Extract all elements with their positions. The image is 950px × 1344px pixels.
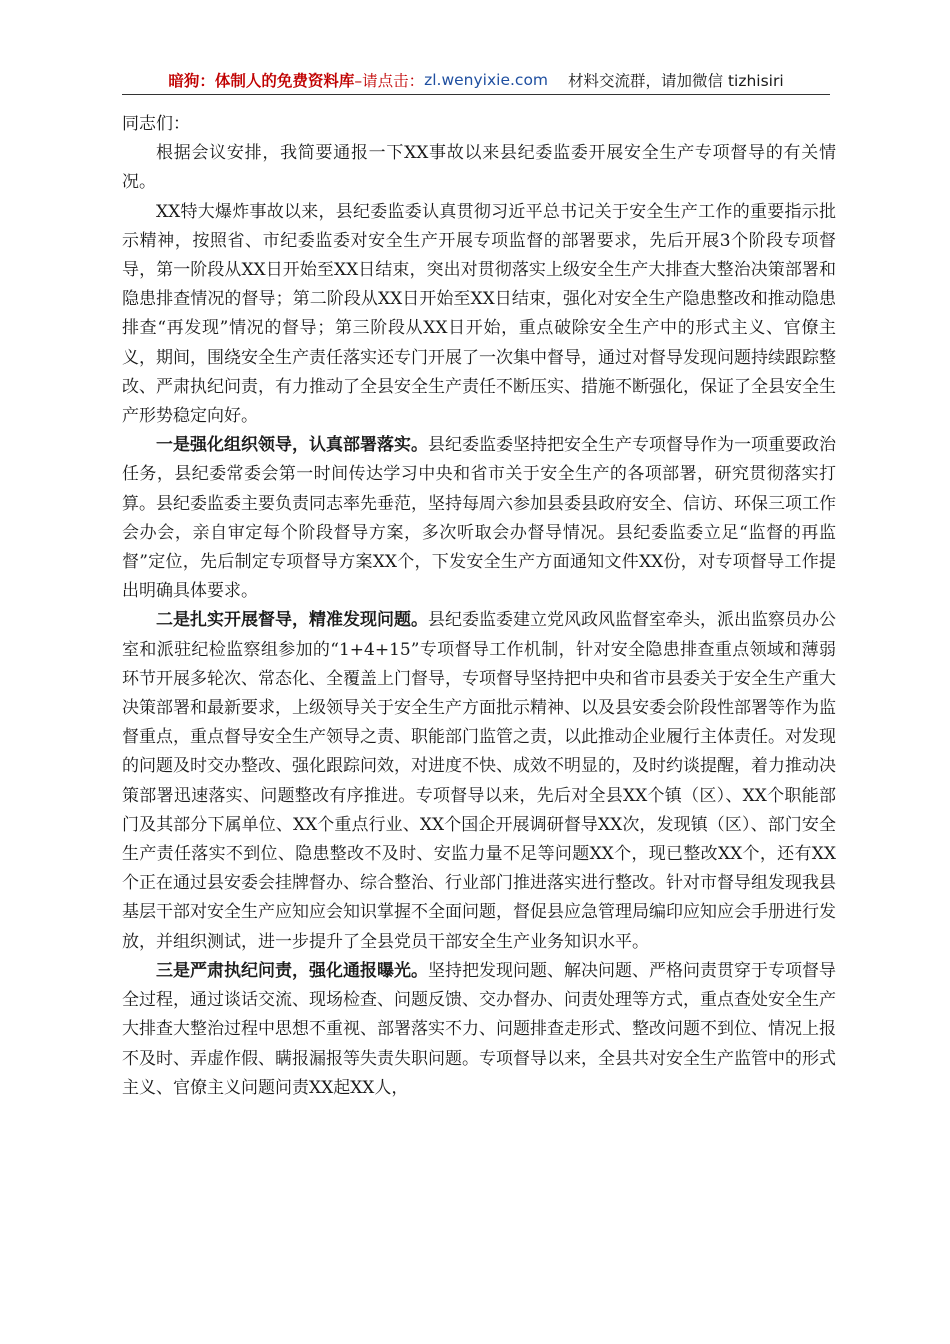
page-header [122,66,830,95]
header-brand: 暗狗：体制人的免费资料库 [168,72,355,90]
background-paragraph: XX特大爆炸事故以来，县纪委监委认真贯彻习近平总书记关于安全生产工作的重要指示批示精神，按照省、市纪委监委对安全生产开展专项监督的部署要求，先后开展3个阶段专项督导，第一阶段从XX日开始至XX日结束，突出对贯彻落实上级安全生产大排查大整治决策部署和隐患排查情况的督导；第二阶段从XX日开始至XX日结束，强化对安全生产隐患整改和推动隐患排查“再发现”情况的督导；第三阶段从XX日开始，重点破除安全生产中的形式主义、官僚主义，期间，围绕安全生产责任落实还专门开展了一次集中督导，通过对督导发现问题持续跟踪整改、严肃执纪问责，有力推动了全县安全生产责任不断压实、措施不断强化，保证了全县安全生产形势稳定向好。 [122,201,836,427]
greeting: 同志们： [122,114,190,134]
section-heading: 二是扎实开展督导，精准发现问题。 [156,610,428,631]
header-click-prefix: –请点击： [354,72,425,90]
intro-paragraph: 根据会议安排，我简要通报一下XX事故以来县纪委监委开展安全生产专项督导的有关情况。 [122,143,836,193]
section-paragraph [122,606,836,956]
section-body: 坚持把发现问题、解决问题、严格问责贯穿于专项督导全过程，通过谈话交流、现场检查、问题反馈、交办督办、问责处理等方式，重点查处安全生产大排查大整治过程中思想不重视、部署落实不力、问题排查走形式、整改问题不到位、情况上报不及时、弄虚作假、瞒报漏报等失责失职问题。专项督导以来，全县共对安全生产监管中的形式主义、官僚主义问题问责XX起XX人， [122,960,836,1098]
section-heading: 一是强化组织领导，认真部署落实。 [156,435,428,456]
section-body: 县纪委监委建立党风政风监督室牵头，派出监察员办公室和派驻纪检监察组参加的“1+4+15”专项督导工作机制，针对安全隐患排查重点领域和薄弱环节开展多轮次、常态化、全覆盖上门督导，专项督导坚持把中央和省市县委关于安全生产重大决策部署和最新要求，上级领导关于安全生产方面批示精神、以及县安委会阶段性部署等作为监督重点，重点督导安全生产领导之责、职能部门监管之责，以此推动企业履行主体责任。对发现的问题及时交办整改、强化跟踪问效，对进度不快、成效不明显的，及时约谈提醒，着力推动决策部署迅速落实、问题整改有序推进。专项督导以来，先后对全县XX个镇（区）、XX个职能部门及其部分下属单位、XX个重点行业、XX个国企开展调研督导XX次，发现镇（区）、部门安全生产责任落实不到位、隐患整改不及时、安监力量不足等问题XX个，现已整改XX个，还有XX个正在通过县安委会挂牌督办、综合整治、行业部门推进落实进行整改。针对市督导组发现我县基层干部对安全生产应知应会知识掌握不全面问题，督促县应急管理局编印应知应会手册进行发放，并组织测试，进一步提升了全县党员干部安全生产业务知识水平。 [122,610,836,952]
section-heading: 三是严肃执纪问责，强化通报曝光。 [156,960,428,981]
section-paragraph [122,431,836,606]
section-body: 县纪委监委坚持把安全生产专项督导作为一项重要政治任务，县纪委常委会第一时间传达学习中央和省市关于安全生产的各项部署，研究贯彻落实打算。县纪委监委主要负责同志率先垂范，坚持每周六参加县委县政府安全、信访、环保三项工作会办会，亲自审定每个阶段督导方案，多次听取会办督导情况。县纪委监委立足“监督的再监督”定位，先后制定专项督导方案XX个，下发安全生产方面通知文件XX份，对专项督导工作提出明确具体要求。 [122,435,836,602]
header-url-link[interactable]: zl.wenyixie.com [424,71,549,89]
header-group-note: 材料交流群，请加微信 tizhisiri [568,72,784,90]
document-body [122,110,836,1103]
section-paragraph [122,957,836,1103]
